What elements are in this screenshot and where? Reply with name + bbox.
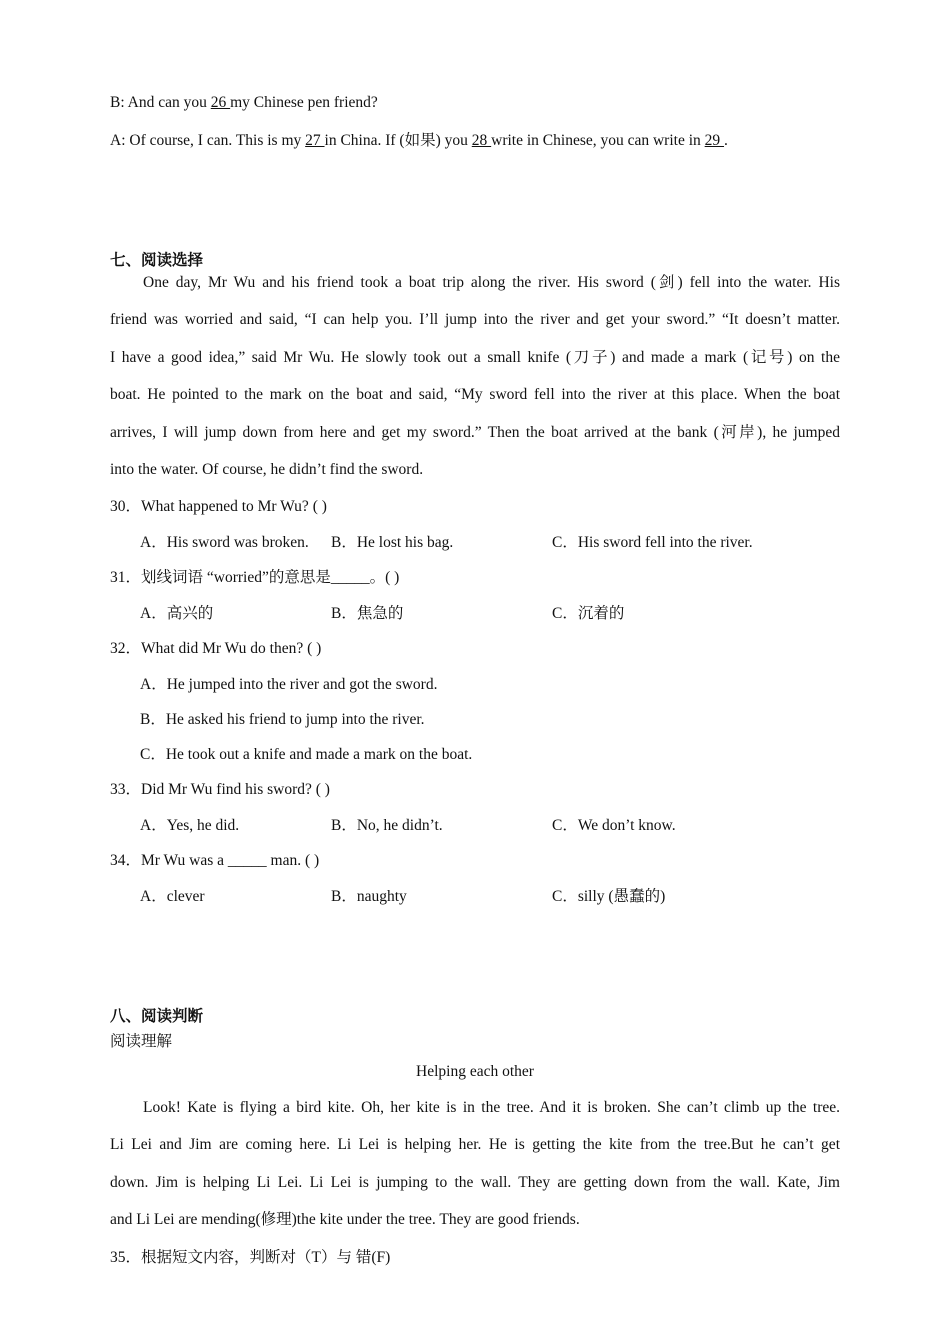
passage-line: Li Lei and Jim are coming here. Li Lei is helping her. He is getting the kite from the tree.But he can’t get xyxy=(110,1136,840,1154)
text: in China. If (如果) you xyxy=(324,132,472,149)
q32-option-a[interactable]: A．He jumped into the river and got the sword. xyxy=(140,676,438,693)
passage-line: friend was worried and said, “I can help you. I’ll jump into the river and get your sword.” “It doesn’t matter. xyxy=(110,311,840,329)
q32-option-b[interactable]: B．He asked his friend to jump into the river. xyxy=(140,711,425,728)
section-8-title: 八、阅读判断 xyxy=(110,1008,204,1025)
dialogue-line-26 xyxy=(110,94,378,112)
q30-option-b[interactable]: B．He lost his bag. xyxy=(331,534,454,551)
q31-option-a[interactable]: A．高兴的 xyxy=(140,605,214,622)
question-32: 32．What did Mr Wu do then? ( ) xyxy=(110,640,322,657)
q32-option-c[interactable]: C．He took out a knife and made a mark on the boat. xyxy=(140,746,473,763)
section-7-title: 七、阅读选择 xyxy=(110,252,204,269)
text: my Chinese pen friend? xyxy=(230,94,378,111)
passage-line: One day, Mr Wu and his friend took a boat trip along the river. His sword (剑) fell into the water. His xyxy=(143,274,840,291)
text: . xyxy=(724,132,728,149)
q31-option-b[interactable]: B．焦急的 xyxy=(331,605,404,622)
q33-option-b[interactable]: B．No, he didn’t. xyxy=(331,817,443,834)
question-35: 35．根据短文内容，判断对（T）与 错(F) xyxy=(110,1249,391,1266)
q34-option-b[interactable]: B．naughty xyxy=(331,888,407,905)
passage-line: into the water. Of course, he didn’t find the sword. xyxy=(110,460,424,478)
text: A: Of course, I can. This is my xyxy=(110,132,306,149)
q34-option-a[interactable]: A．clever xyxy=(140,888,205,905)
question-33: 33．Did Mr Wu find his sword? ( ) xyxy=(110,781,330,798)
section-8-passage xyxy=(110,1089,840,1239)
blank-28: 28 xyxy=(471,132,492,149)
blank-29: 29 xyxy=(704,132,725,149)
q30-option-c[interactable]: C．His sword fell into the river. xyxy=(552,534,753,551)
q30-option-a[interactable]: A．His sword was broken. xyxy=(140,534,309,551)
passage-line: boat. He pointed to the mark on the boat and said, “My sword fell into the river at this place. When the boat xyxy=(110,386,840,404)
question-31: 31．划线词语 “worried”的意思是_____。( ) xyxy=(110,569,400,586)
passage-title: Helping each other xyxy=(416,1063,534,1080)
passage-line: down. Jim is helping Li Lei. Li Lei is jumping to the wall. They are getting down from the wall. Kate, Jim xyxy=(110,1173,840,1191)
q31-option-c[interactable]: C．沉着的 xyxy=(552,605,625,622)
blank-27: 27 xyxy=(305,132,325,149)
question-30: 30．What happened to Mr Wu? ( ) xyxy=(110,498,327,515)
dialogue-line-27 xyxy=(110,128,728,150)
text: write in Chinese, you can write in xyxy=(491,132,705,149)
q34-option-c[interactable]: C．silly (愚蠢的) xyxy=(552,888,666,905)
q33-option-a[interactable]: A．Yes, he did. xyxy=(140,817,240,834)
passage-line: arrives, I will jump down from here and get my sword.” Then the boat arrived at the bank (河岸), he jumped xyxy=(110,423,840,441)
section-7-passage xyxy=(110,264,840,488)
question-34: 34．Mr Wu was a _____ man. ( ) xyxy=(110,852,320,869)
passage-line: I have a good idea,” said Mr Wu. He slowly took out a small knife (刀子) and made a mark (记号) on the xyxy=(110,348,840,366)
passage-line: and Li Lei are mending(修理)the kite under the tree. They are good friends. xyxy=(110,1211,580,1229)
text: B: And can you xyxy=(110,94,211,111)
passage-line: Look! Kate is flying a bird kite. Oh, her kite is in the tree. And it is broken. She can’t climb up the tree. xyxy=(143,1099,840,1116)
blank-26: 26 xyxy=(210,94,231,111)
section-8-subtitle: 阅读理解 xyxy=(110,1033,173,1050)
q33-option-c[interactable]: C．We don’t know. xyxy=(552,817,676,834)
